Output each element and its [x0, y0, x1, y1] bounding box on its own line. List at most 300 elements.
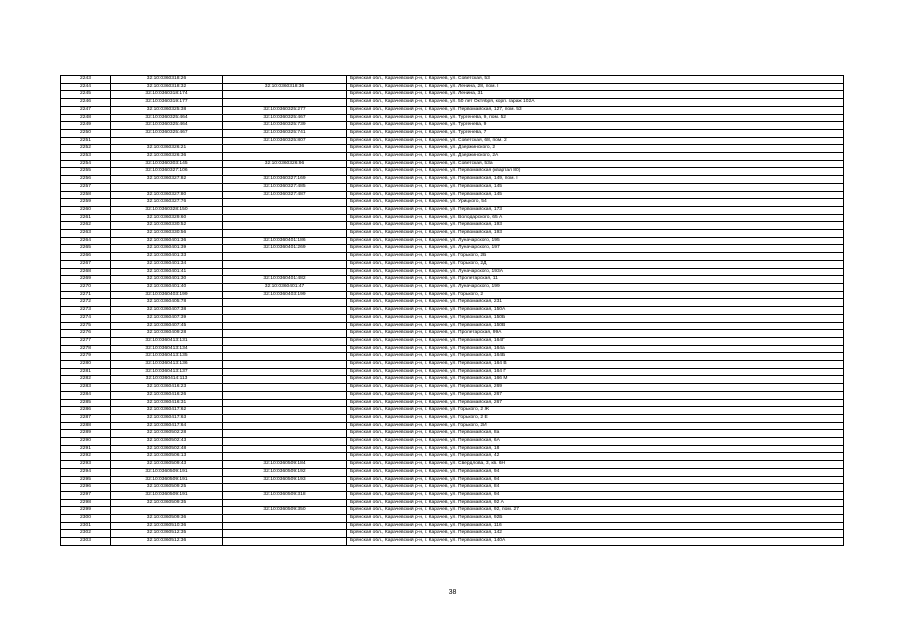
building-cadastral-number-cell — [223, 260, 347, 268]
building-cadastral-number-cell — [223, 399, 347, 407]
table-row — [61, 299, 844, 307]
building-cadastral-number-cell: 32:10:0360509:350 — [223, 507, 347, 515]
building-cadastral-number-cell: 32:10:0360325:467 — [223, 114, 347, 122]
row-number-cell: 2272 — [61, 299, 111, 307]
row-number-cell: 2278 — [61, 345, 111, 353]
table-row — [61, 222, 844, 230]
table-row — [61, 160, 844, 168]
building-cadastral-number-cell: 32:10:0360326:96 — [223, 160, 347, 168]
land-cadastral-number-cell: 32:10:0360414:113 — [111, 376, 223, 384]
building-cadastral-number-cell: 32:10:0360403:199 — [223, 291, 347, 299]
table-row — [61, 484, 844, 492]
building-cadastral-number-cell: 32:10:0360401:269 — [223, 245, 347, 253]
registry-table — [60, 75, 844, 546]
table-row — [61, 83, 844, 91]
table-row — [61, 391, 844, 399]
building-cadastral-number-cell — [223, 322, 347, 330]
address-cell: Брянская обл., Карачевский р-н, г. Карачев, ул. Первомайская, 142 — [347, 530, 844, 538]
row-number-cell: 2245 — [61, 91, 111, 99]
address-cell: Брянская обл., Карачевский р-н, г. Карачев, ул. Луначарского, 197 — [347, 245, 844, 253]
land-cadastral-number-cell: 32:10:0360509:36 — [111, 515, 223, 523]
land-cadastral-number-cell: 32:10:0360318:26 — [111, 76, 223, 84]
land-cadastral-number-cell: 32:10:0360401:30 — [111, 276, 223, 284]
address-cell: Брянская обл., Карачевский р-н, г. Карачев, ул. Урицкого, 54 — [347, 199, 844, 207]
row-number-cell: 2260 — [61, 206, 111, 214]
address-cell: Брянская обл., Карачевский р-н, г. Карачев, ул. Первомайская, 94 — [347, 476, 844, 484]
land-cadastral-number-cell: 32:10:0360327:80 — [111, 191, 223, 199]
address-cell: Брянская обл., Карачевский р-н, г. Карачев, ул. Первомайская, 150Б — [347, 314, 844, 322]
table-row — [61, 468, 844, 476]
building-cadastral-number-cell — [223, 499, 347, 507]
table-row — [61, 268, 844, 276]
table-row — [61, 153, 844, 161]
address-cell: Брянская обл., Карачевский р-н, г. Карачев, ул. Первомайская, 164 Г — [347, 368, 844, 376]
address-cell: Брянская обл., Карачевский р-н, г. Карачев, ул. Пролетарская, 11 — [347, 276, 844, 284]
land-cadastral-number-cell: 32:10:0360413:134 — [111, 345, 223, 353]
building-cadastral-number-cell: 32:10:0360318:36 — [223, 83, 347, 91]
address-cell: Брянская обл., Карачевский р-н, г. Карачев, ул. Первомайская, 8а — [347, 430, 844, 438]
address-cell: Брянская обл., Карачевский р-н, г. Карачев, ул. Тургенева, 9 — [347, 122, 844, 130]
row-number-cell: 2259 — [61, 199, 111, 207]
table-row — [61, 129, 844, 137]
row-number-cell: 2266 — [61, 253, 111, 261]
address-cell: Брянская обл., Карачевский р-н, г. Карачев, ул. Советская, 53 — [347, 76, 844, 84]
building-cadastral-number-cell — [223, 214, 347, 222]
table-row — [61, 307, 844, 315]
land-cadastral-number-cell: 32:10:0360330:56 — [111, 230, 223, 238]
land-cadastral-number-cell: 32:10:0360325:38 — [111, 106, 223, 114]
building-cadastral-number-cell — [223, 337, 347, 345]
building-cadastral-number-cell — [223, 522, 347, 530]
table-row — [61, 476, 844, 484]
address-cell: Брянская обл., Карачевский р-н, г. Карачев, ул. Первомайская, 269 — [347, 384, 844, 392]
land-cadastral-number-cell: 32:10:0360409:28 — [111, 330, 223, 338]
address-cell: Брянская обл., Карачевский р-н, г. Карачев, ул. Горького, 2И — [347, 422, 844, 430]
row-number-cell: 2280 — [61, 361, 111, 369]
address-cell: Брянская обл., Карачевский р-н, г. Карачев, ул. Горького, 2Б — [347, 253, 844, 261]
address-cell: Брянская обл., Карачевский р-н, г. Карачев, ул. Первомайская, 18 — [347, 445, 844, 453]
row-number-cell: 2248 — [61, 114, 111, 122]
table-row — [61, 260, 844, 268]
building-cadastral-number-cell: 32:10:0360325:807 — [223, 137, 347, 145]
row-number-cell: 2286 — [61, 407, 111, 415]
address-cell: Брянская обл., Карачевский р-н, г. Карачев, ул. Первомайская, 6А — [347, 438, 844, 446]
table-row — [61, 507, 844, 515]
building-cadastral-number-cell — [223, 76, 347, 84]
row-number-cell: 2277 — [61, 337, 111, 345]
address-cell: Брянская обл., Карачевский р-н, г. Карачев, ул. Первомайская, 164 В — [347, 361, 844, 369]
land-cadastral-number-cell: 32:10:0360417:64 — [111, 422, 223, 430]
table-row — [61, 137, 844, 145]
table-row — [61, 361, 844, 369]
table-row — [61, 145, 844, 153]
land-cadastral-number-cell: 32:10:0360327:106 — [111, 168, 223, 176]
land-cadastral-number-cell: 32:10:0360303:145 — [111, 160, 223, 168]
building-cadastral-number-cell — [223, 268, 347, 276]
land-cadastral-number-cell: 32:10:0360510:36 — [111, 522, 223, 530]
land-cadastral-number-cell: 32:10:0360405:78 — [111, 299, 223, 307]
land-cadastral-number-cell: 32:10:0360509:25 — [111, 484, 223, 492]
row-number-cell: 2264 — [61, 237, 111, 245]
row-number-cell: 2294 — [61, 468, 111, 476]
row-number-cell: 2297 — [61, 491, 111, 499]
building-cadastral-number-cell — [223, 99, 347, 107]
table-row — [61, 430, 844, 438]
building-cadastral-number-cell — [223, 438, 347, 446]
row-number-cell: 2293 — [61, 461, 111, 469]
building-cadastral-number-cell — [223, 414, 347, 422]
table-row — [61, 515, 844, 523]
address-cell: Брянская обл., Карачевский р-н, г. Карачев, ул. Первомайская, 116 — [347, 522, 844, 530]
table-row — [61, 461, 844, 469]
row-number-cell: 2292 — [61, 453, 111, 461]
land-cadastral-number-cell: 32:10:0360326:21 — [111, 145, 223, 153]
address-cell: Брянская обл., Карачевский р-н, г. Карачев, ул. Первомайская, 150В — [347, 322, 844, 330]
land-cadastral-number-cell: 32:10:0360407:45 — [111, 322, 223, 330]
building-cadastral-number-cell — [223, 384, 347, 392]
building-cadastral-number-cell — [223, 368, 347, 376]
address-cell: Брянская обл., Карачевский р-н, г. Карачев, ул. Горького, 2 Ж — [347, 407, 844, 415]
building-cadastral-number-cell: 32:10:0360325:739 — [223, 122, 347, 130]
building-cadastral-number-cell — [223, 168, 347, 176]
building-cadastral-number-cell — [223, 391, 347, 399]
land-cadastral-number-cell: 32:10:0360506:13 — [111, 453, 223, 461]
land-cadastral-number-cell: 32:10:0360413:136 — [111, 361, 223, 369]
table-row — [61, 414, 844, 422]
address-cell: Брянская обл., Карачевский р-н, г. Карачев, ул. Ленина, 28, пом. I — [347, 83, 844, 91]
building-cadastral-number-cell — [223, 230, 347, 238]
address-cell: Брянская обл., Карачевский р-н, г. Карачев, ул. Первомайская, 145 — [347, 183, 844, 191]
address-cell: Брянская обл., Карачевский р-н, г. Карачев, ул. Первомайская, 127, пом. 53 — [347, 106, 844, 114]
land-cadastral-number-cell: 32:10:0360417:63 — [111, 414, 223, 422]
address-cell: Брянская обл., Карачевский р-н, г. Карачев, ул. Первомайская, 193 — [347, 222, 844, 230]
row-number-cell: 2244 — [61, 83, 111, 91]
address-cell: Брянская обл., Карачевский р-н, г. Карачев, ул. Первомайская, 140А — [347, 538, 844, 546]
building-cadastral-number-cell — [223, 345, 347, 353]
row-number-cell: 2273 — [61, 307, 111, 315]
table-row — [61, 276, 844, 284]
table-row — [61, 345, 844, 353]
building-cadastral-number-cell — [223, 253, 347, 261]
address-cell: Брянская обл., Карачевский р-н, г. Карачев, ул. Первомайская, 173 — [347, 206, 844, 214]
land-cadastral-number-cell: 32:10:0360509:35 — [111, 499, 223, 507]
land-cadastral-number-cell: 32:10:0360502:48 — [111, 445, 223, 453]
table-row — [61, 114, 844, 122]
address-cell: Брянская обл., Карачевский р-н, г. Карачев, ул. Горького, 2 Е — [347, 414, 844, 422]
row-number-cell: 2256 — [61, 176, 111, 184]
row-number-cell: 2247 — [61, 106, 111, 114]
building-cadastral-number-cell: 32:10:0360327:169 — [223, 176, 347, 184]
building-cadastral-number-cell: 32:10:0360509:184 — [223, 461, 347, 469]
address-cell: Брянская обл., Карачевский р-н, г. Карачев, ул. Первомайская, 193 — [347, 230, 844, 238]
address-cell: Брянская обл., Карачевский р-н, г. Карачев, ул. 50 лет Октября, корп. гараж 102А — [347, 99, 844, 107]
land-cadastral-number-cell: 32:10:0360401:41 — [111, 268, 223, 276]
building-cadastral-number-cell: 32:10:0360325:741 — [223, 129, 347, 137]
address-cell: Брянская обл., Карачевский р-н, г. Карачев, ул. Первомайская, 150А — [347, 307, 844, 315]
row-number-cell: 2281 — [61, 368, 111, 376]
table-row — [61, 322, 844, 330]
table-row — [61, 99, 844, 107]
address-cell: Брянская обл., Карачевский р-н, г. Карачев, ул. Первомайская, 94 — [347, 468, 844, 476]
building-cadastral-number-cell — [223, 222, 347, 230]
land-cadastral-number-cell: 32:10:0360417:62 — [111, 407, 223, 415]
land-cadastral-number-cell: 32:10:0360325:464 — [111, 122, 223, 130]
table-row — [61, 522, 844, 530]
address-cell: Брянская обл., Карачевский р-н, г. Карачев, ул. Первомайская, 164Б — [347, 353, 844, 361]
row-number-cell: 2291 — [61, 445, 111, 453]
row-number-cell: 2267 — [61, 260, 111, 268]
registry-table-body — [61, 76, 844, 546]
building-cadastral-number-cell — [223, 145, 347, 153]
row-number-cell: 2290 — [61, 438, 111, 446]
land-cadastral-number-cell — [111, 137, 223, 145]
table-row — [61, 399, 844, 407]
address-cell: Брянская обл., Карачевский р-н, г. Карачев, ул. Луначарского, 193А — [347, 268, 844, 276]
row-number-cell: 2271 — [61, 291, 111, 299]
row-number-cell: 2269 — [61, 276, 111, 284]
table-row — [61, 191, 844, 199]
row-number-cell: 2246 — [61, 99, 111, 107]
address-cell: Брянская обл., Карачевский р-н, г. Карачев, ул. Советская, 68, пом. 2 — [347, 137, 844, 145]
land-cadastral-number-cell: 32:10:0360330:52 — [111, 222, 223, 230]
address-cell: Брянская обл., Карачевский р-н, г. Карачев, ул. Первомайская (квартал 80) — [347, 168, 844, 176]
building-cadastral-number-cell: 32:10:0360401:482 — [223, 276, 347, 284]
row-number-cell: 2263 — [61, 230, 111, 238]
building-cadastral-number-cell — [223, 314, 347, 322]
table-row — [61, 176, 844, 184]
address-cell: Брянская обл., Карачевский р-н, г. Карачев, ул. Горького, 2Д — [347, 260, 844, 268]
table-row — [61, 453, 844, 461]
row-number-cell: 2258 — [61, 191, 111, 199]
land-cadastral-number-cell: 32:10:0360407:39 — [111, 314, 223, 322]
table-row — [61, 206, 844, 214]
address-cell: Брянская обл., Карачевский р-н, г. Карачев, ул. Горького, 2 — [347, 291, 844, 299]
row-number-cell: 2257 — [61, 183, 111, 191]
address-cell: Брянская обл., Карачевский р-н, г. Карачев, ул. Первомайская, 166 М — [347, 376, 844, 384]
building-cadastral-number-cell — [223, 307, 347, 315]
building-cadastral-number-cell — [223, 206, 347, 214]
table-row — [61, 422, 844, 430]
land-cadastral-number-cell: 32:10:0360327:76 — [111, 199, 223, 207]
row-number-cell: 2283 — [61, 384, 111, 392]
building-cadastral-number-cell — [223, 430, 347, 438]
building-cadastral-number-cell — [223, 353, 347, 361]
building-cadastral-number-cell: 32:10:0360325:277 — [223, 106, 347, 114]
address-cell: Брянская обл., Карачевский р-н, г. Карачев, ул. Первомайская, 42 — [347, 453, 844, 461]
table-row — [61, 314, 844, 322]
table-row — [61, 183, 844, 191]
row-number-cell: 2289 — [61, 430, 111, 438]
land-cadastral-number-cell: 32:10:0360401:34 — [111, 260, 223, 268]
address-cell: Брянская обл., Карачевский р-н, г. Карачев, ул. Первомайская, 231 — [347, 299, 844, 307]
row-number-cell: 2301 — [61, 522, 111, 530]
table-row — [61, 337, 844, 345]
row-number-cell: 2279 — [61, 353, 111, 361]
address-cell: Брянская обл., Карачевский р-н, г. Карачев, ул. Тургенева, 9, пом. 52 — [347, 114, 844, 122]
building-cadastral-number-cell: 32:10:0360327:487 — [223, 191, 347, 199]
table-row — [61, 214, 844, 222]
land-cadastral-number-cell: 32:10:0360512:35 — [111, 530, 223, 538]
building-cadastral-number-cell — [223, 445, 347, 453]
table-row — [61, 245, 844, 253]
building-cadastral-number-cell — [223, 515, 347, 523]
row-number-cell: 2249 — [61, 122, 111, 130]
building-cadastral-number-cell: 32:10:0360327:485 — [223, 183, 347, 191]
land-cadastral-number-cell — [111, 183, 223, 191]
land-cadastral-number-cell: 32:10:0360509:43 — [111, 461, 223, 469]
building-cadastral-number-cell — [223, 299, 347, 307]
land-cadastral-number-cell — [111, 507, 223, 515]
row-number-cell: 2255 — [61, 168, 111, 176]
building-cadastral-number-cell — [223, 538, 347, 546]
table-row — [61, 237, 844, 245]
land-cadastral-number-cell: 32:10:0360407:38 — [111, 307, 223, 315]
land-cadastral-number-cell: 32:10:0360403:199 — [111, 291, 223, 299]
building-cadastral-number-cell — [223, 91, 347, 99]
row-number-cell: 2287 — [61, 414, 111, 422]
address-cell: Брянская обл., Карачевский р-н, г. Карачев, ул. Луначарского, 199 — [347, 283, 844, 291]
row-number-cell: 2254 — [61, 160, 111, 168]
land-cadastral-number-cell: 32:10:0360416:31 — [111, 399, 223, 407]
address-cell: Брянская обл., Карачевский р-н, г. Карачев, ул. Первомайская, 164Г — [347, 337, 844, 345]
address-cell: Брянская обл., Карачевский р-н, г. Карачев, ул. Дзержинского, 2А — [347, 153, 844, 161]
table-row — [61, 168, 844, 176]
land-cadastral-number-cell: 32:10:0360318:174 — [111, 91, 223, 99]
row-number-cell: 2251 — [61, 137, 111, 145]
address-cell: Брянская обл., Карачевский р-н, г. Карачев, ул. Луначарского, 195 — [347, 237, 844, 245]
row-number-cell: 2262 — [61, 222, 111, 230]
row-number-cell: 2243 — [61, 76, 111, 84]
row-number-cell: 2302 — [61, 530, 111, 538]
address-cell: Брянская обл., Карачевский р-н, г. Карачев, ул. Первомайская, 145 — [347, 191, 844, 199]
address-cell: Брянская обл., Карачевский р-н, г. Карачев, ул. Первомайская, 92 А — [347, 499, 844, 507]
land-cadastral-number-cell: 32:10:0360327:82 — [111, 176, 223, 184]
building-cadastral-number-cell — [223, 530, 347, 538]
land-cadastral-number-cell: 32:10:0360401:33 — [111, 253, 223, 261]
table-row — [61, 91, 844, 99]
building-cadastral-number-cell — [223, 153, 347, 161]
address-cell: Брянская обл., Карачевский р-н, г. Карачев, ул. Дзержинского, 2 — [347, 145, 844, 153]
page-number: 38 — [448, 589, 457, 596]
table-row — [61, 445, 844, 453]
land-cadastral-number-cell: 32:10:0360509:191 — [111, 491, 223, 499]
row-number-cell: 2274 — [61, 314, 111, 322]
land-cadastral-number-cell: 32:10:0360413:131 — [111, 337, 223, 345]
building-cadastral-number-cell — [223, 453, 347, 461]
row-number-cell: 2295 — [61, 476, 111, 484]
row-number-cell: 2303 — [61, 538, 111, 546]
address-cell: Брянская обл., Карачевский р-н, г. Карачев, ул. Первомайская, 149, пом. I — [347, 176, 844, 184]
land-cadastral-number-cell: 32:10:0360318:32 — [111, 83, 223, 91]
table-row — [61, 407, 844, 415]
land-cadastral-number-cell: 32:10:0360502:28 — [111, 430, 223, 438]
building-cadastral-number-cell — [223, 407, 347, 415]
building-cadastral-number-cell — [223, 376, 347, 384]
row-number-cell: 2300 — [61, 515, 111, 523]
land-cadastral-number-cell: 32:10:0360413:137 — [111, 368, 223, 376]
table-row — [61, 368, 844, 376]
land-cadastral-number-cell: 32:10:0360413:135 — [111, 353, 223, 361]
building-cadastral-number-cell — [223, 422, 347, 430]
row-number-cell: 2284 — [61, 391, 111, 399]
building-cadastral-number-cell: 32:10:0360401:186 — [223, 237, 347, 245]
address-cell: Брянская обл., Карачевский р-н, г. Карачев, ул. Первомайская, 164а — [347, 345, 844, 353]
land-cadastral-number-cell: 32:10:0360329:60 — [111, 214, 223, 222]
land-cadastral-number-cell: 32:10:0360401:36 — [111, 237, 223, 245]
address-cell: Брянская обл., Карачевский р-н, г. Карачев, ул. Первомайская, 267 — [347, 391, 844, 399]
row-number-cell: 2253 — [61, 153, 111, 161]
land-cadastral-number-cell: 32:10:0360325:464 — [111, 114, 223, 122]
address-cell: Брянская обл., Карачевский р-н, г. Карачев, ул. Ленина, 31 — [347, 91, 844, 99]
address-cell: Брянская обл., Карачевский р-н, г. Карачев, ул. Пролетарская, 99А — [347, 330, 844, 338]
row-number-cell: 2268 — [61, 268, 111, 276]
address-cell: Брянская обл., Карачевский р-н, г. Карачев, ул. Володарского, 65 А — [347, 214, 844, 222]
land-cadastral-number-cell: 32:10:0360325:467 — [111, 129, 223, 137]
address-cell: Брянская обл., Карачевский р-н, г. Карачев, ул. Первомайская, 267 — [347, 399, 844, 407]
building-cadastral-number-cell — [223, 330, 347, 338]
address-cell: Брянская обл., Карачевский р-н, г. Карачев, ул. Первомайская, 84 — [347, 484, 844, 492]
row-number-cell: 2298 — [61, 499, 111, 507]
table-row — [61, 199, 844, 207]
address-cell: Брянская обл., Карачевский р-н, г. Карачев, ул. Тургенева, 7 — [347, 129, 844, 137]
table-row — [61, 230, 844, 238]
building-cadastral-number-cell: 32:10:0360509:318 — [223, 491, 347, 499]
table-row — [61, 106, 844, 114]
row-number-cell: 2261 — [61, 214, 111, 222]
row-number-cell: 2265 — [61, 245, 111, 253]
row-number-cell: 2276 — [61, 330, 111, 338]
table-row — [61, 353, 844, 361]
table-row — [61, 499, 844, 507]
table-row — [61, 291, 844, 299]
address-cell: Брянская обл., Карачевский р-н, г. Карачев, ул. Советская, 53а — [347, 160, 844, 168]
row-number-cell: 2252 — [61, 145, 111, 153]
table-row — [61, 76, 844, 84]
row-number-cell: 2296 — [61, 484, 111, 492]
address-cell: Брянская обл., Карачевский р-н, г. Карачев, ул. Первомайская, 92Б — [347, 515, 844, 523]
row-number-cell: 2299 — [61, 507, 111, 515]
table-row — [61, 330, 844, 338]
address-cell: Брянская обл., Карачевский р-н, г. Карачев, ул. Свердлова, 3, кв. 6Н — [347, 461, 844, 469]
building-cadastral-number-cell — [223, 199, 347, 207]
row-number-cell: 2250 — [61, 129, 111, 137]
land-cadastral-number-cell: 32:10:0360502:43 — [111, 438, 223, 446]
land-cadastral-number-cell: 32:10:0360401:40 — [111, 283, 223, 291]
table-row — [61, 491, 844, 499]
building-cadastral-number-cell: 32:10:0360401:47 — [223, 283, 347, 291]
row-number-cell: 2275 — [61, 322, 111, 330]
table-row — [61, 283, 844, 291]
row-number-cell: 2285 — [61, 399, 111, 407]
table-row — [61, 384, 844, 392]
table-row — [61, 253, 844, 261]
table-row — [61, 438, 844, 446]
building-cadastral-number-cell: 32:10:0360509:193 — [223, 476, 347, 484]
building-cadastral-number-cell — [223, 484, 347, 492]
land-cadastral-number-cell: 32:10:0360416:23 — [111, 384, 223, 392]
land-cadastral-number-cell: 32:10:0360509:191 — [111, 468, 223, 476]
row-number-cell: 2288 — [61, 422, 111, 430]
land-cadastral-number-cell: 32:10:0360319:177 — [111, 99, 223, 107]
land-cadastral-number-cell: 32:10:0360512:36 — [111, 538, 223, 546]
land-cadastral-number-cell: 32:10:0360416:26 — [111, 391, 223, 399]
table-row — [61, 538, 844, 546]
table-row — [61, 530, 844, 538]
land-cadastral-number-cell: 32:10:0360328:150 — [111, 206, 223, 214]
land-cadastral-number-cell: 32:10:0360509:191 — [111, 476, 223, 484]
row-number-cell: 2270 — [61, 283, 111, 291]
land-cadastral-number-cell: 32:10:0360401:39 — [111, 245, 223, 253]
